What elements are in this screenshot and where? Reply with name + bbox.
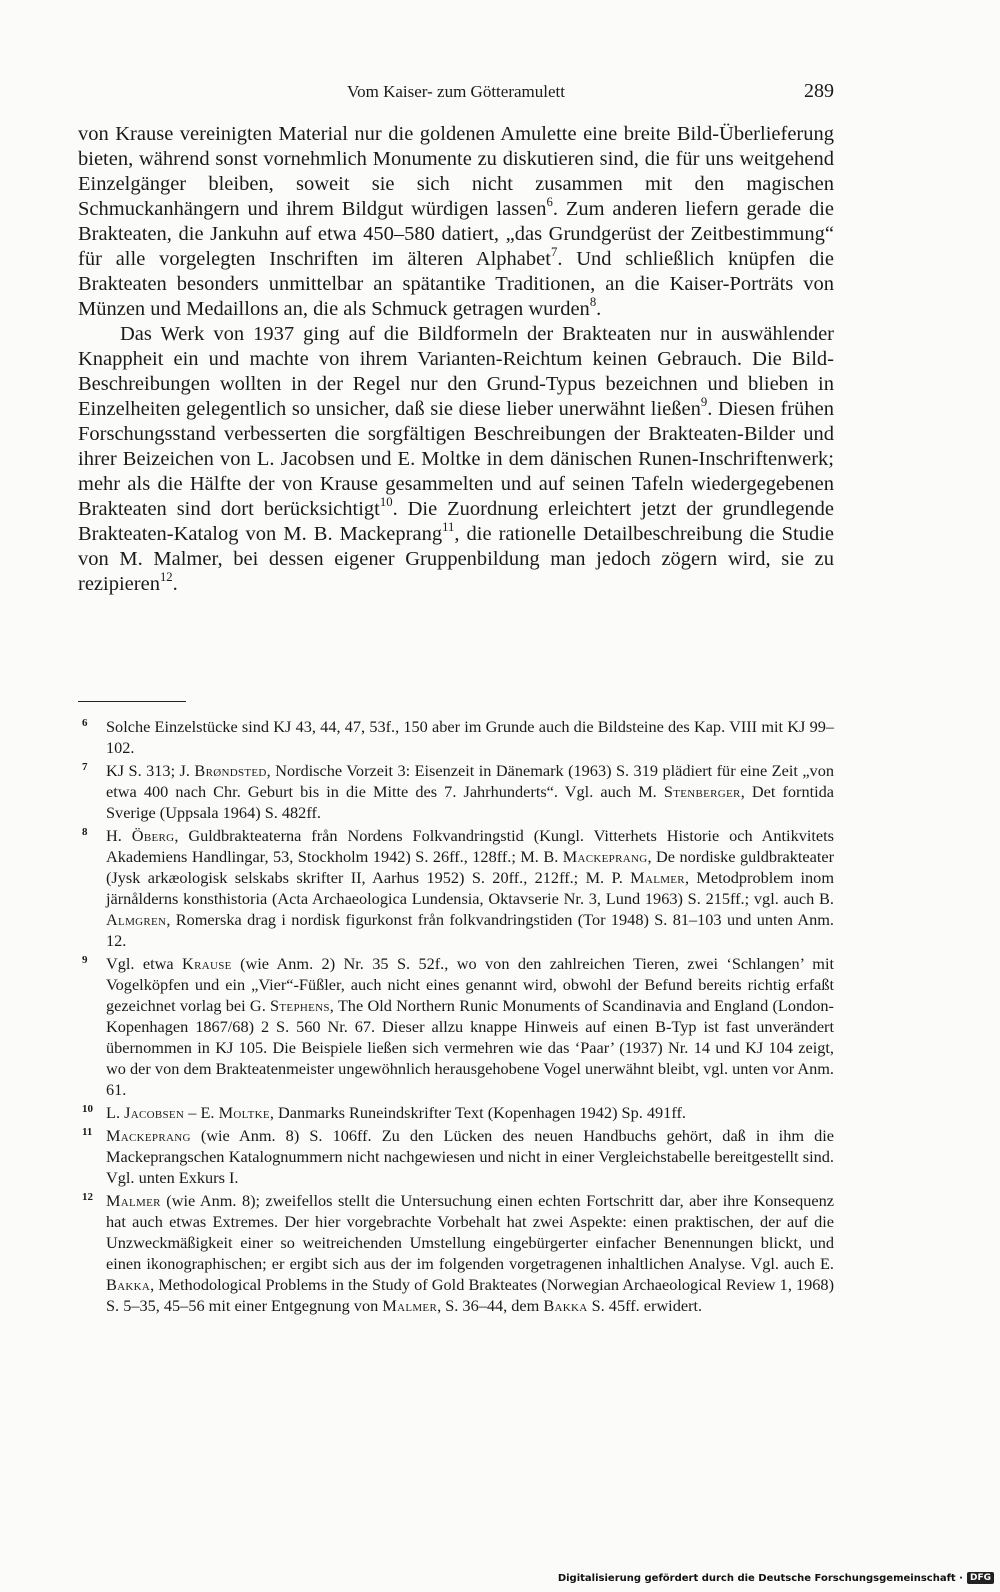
author-name: Stephens [270, 996, 330, 1015]
footnote-number: 9 [82, 954, 88, 966]
footnote-text: H. [106, 826, 132, 845]
text-span: . Und schließlich knüpfen die Brakteaten besonders unmittelbar an spätantike Traditionen, an die Kaiser-Porträts von Münzen und Medaillons an, die als Schmuck getragen wurden [78, 248, 834, 320]
digitization-credit [558, 1570, 994, 1586]
author-name: Mackeprang [562, 847, 648, 866]
footnote [78, 760, 834, 823]
text-span: . Die Zuordnung erleichtert jetzt der grundlegende Brakteaten-Katalog von M. B. Mackeprang [78, 498, 835, 545]
footnotes [78, 716, 834, 1318]
footnote-text: , Methodological Problems in the Study of Gold Brakteates (Norwegian Archaeological Review 1, 1968) S. 5–35, 45–56 mit einer Entgegnung von [106, 1275, 834, 1315]
author-name: Moltke [218, 1103, 270, 1122]
text-span: . Zum anderen liefern gerade die Brakteaten, die Jankuhn auf etwa 450–580 datiert, „das Grundgerüst der Zeitbestimmung“ für alle vorgelegten Inschriften im älteren Alphabet [78, 198, 834, 270]
text-span: Das Werk von 1937 ging auf die Bildformeln der Brakteaten nur in auswählender Knappheit ein und machte von ihrem Varianten-Reichtum keinen Gebrauch. Die Bild-Beschreibungen wollten in der Regel nur den Grund-Typus bezeichnen und blieben in Einzelheiten gelegentlich so unsicher, daß sie diese lieber unerwähnt ließen [78, 323, 834, 420]
footnote-text: , Nordische Vorzeit 3: Eisenzeit in Dänemark (1963) S. 319 plädiert für eine Zeit „von etwa 400 nach Chr. Geburt bis in die Mitte des 7. Jahrhunderts“. Vgl. auch M. [106, 761, 834, 801]
footnote-text: – E. [184, 1103, 219, 1122]
footnote-text: , De nordiske guldbrakteater (Jysk arkæologisk selskabs skrifter II, Aarhus 1952) S. 20ff., 212ff.; M. P. [106, 847, 834, 887]
text-span: von Krause vereinigten Material nur die goldenen Amulette eine breite Bild-Überlieferung bieten, während sonst vornehmlich Monumente zu diskutieren sind, die für uns weitgehend Einzelgänger bleiben, soweit sie sich nicht zusammen mit den magischen Schmuckanhängern und ihrem Bildgut würdigen lassen [78, 123, 834, 220]
footnote-text: S. 45ff. erwidert. [587, 1296, 703, 1315]
footnote [78, 1102, 834, 1123]
footnote-ref[interactable]: 10 [379, 494, 393, 509]
paragraph-1 [78, 122, 834, 322]
footnote-number: 10 [82, 1103, 93, 1115]
footnote-text: L. [106, 1103, 125, 1122]
footnote-text: (wie Anm. 8) S. 106ff. Zu den Lücken des neuen Handbuchs gehört, daß in ihm die Mackeprangschen Katalognummern nicht nachgewiesen und nicht in einer Vergleichstabelle bereitgestellt sind. Vgl. unten Exkurs I. [106, 1126, 834, 1187]
running-head [78, 80, 834, 108]
author-name: Malmer [106, 1191, 161, 1210]
page-number: 289 [804, 80, 834, 102]
author-name: Jacobsen [124, 1103, 185, 1122]
footnote-number: 12 [82, 1191, 93, 1203]
text-span: . Diesen frühen Forschungsstand verbesserten die sorgfältigen Beschreibungen der Brakteaten-Bilder und ihrer Beizeichen von L. Jacobsen und E. Moltke in dem dänischen Runen-Inschriftenwerk; mehr als die Hälfte der von Krause gesammelten und auf seinen Tafeln wiedergegebenen Brakteaten sind dort berücksichtigt [78, 398, 834, 520]
author-name: Öberg [131, 826, 175, 845]
running-title: Vom Kaiser- zum Götteramulett [347, 82, 565, 101]
footnote-text: , The Old Northern Runic Monuments of Scandinavia and England (London-Kopenhagen 1867/68) 2 S. 560 Nr. 67. Dieser allzu knappe Hinweis auf einen B-Typ ist fast unverändert übernommen in KJ 105. Die Beispiele ließen sich vermehren wie das ‘Paar’ (1937) Nr. 14 und KJ 104 zeigt, wo der von dem Brakteatenmeister ungewöhnlich herausgehobene Vogel unerwähnt bleibt, vgl. unten vor Anm. 61. [106, 996, 834, 1099]
footnote [78, 953, 834, 1100]
author-name: Almgren [106, 910, 167, 929]
footnote-number: 7 [82, 761, 88, 773]
footnote-divider [78, 701, 186, 702]
footnote [78, 1190, 834, 1316]
footnote [78, 1125, 834, 1188]
author-name: Bakka [106, 1275, 151, 1294]
footnote-text: , Guldbrakteaterna från Nordens Folkvandringstid (Kungl. Vitterhets Historie och Antikvitets Akademiens Handlingar, 53, Stockholm 1942) S. 26ff., 128ff.; M. B. [106, 826, 834, 866]
footnote-text: , Danmarks Runeindskrifter Text (Kopenhagen 1942) Sp. 491ff. [269, 1103, 686, 1122]
footnote-ref[interactable]: 8 [589, 294, 597, 309]
footnote-text: (wie Anm. 2) Nr. 35 S. 52f., wo von den zahlreichen Tieren, zwei ‘Schlangen’ mit Vogelköpfen und ein „Vier“-Füßler, auch nicht eines genannt wird, obwohl der Befund bereits richtig erfaßt gezeichnet vorlag bei G. [106, 954, 834, 1015]
dfg-logo-icon: DFG [967, 1572, 994, 1584]
author-name: Krause [182, 954, 232, 973]
author-name: Mackeprang [106, 1126, 191, 1145]
footnote-number: 8 [82, 826, 88, 838]
author-name: Bakka [543, 1296, 588, 1315]
footnote-ref[interactable]: 12 [159, 569, 173, 584]
footnote-text: (wie Anm. 8); zweifellos stellt die Untersuchung einen echten Fortschritt dar, aber ihre Konsequenz hat auch etwas Extremes. Der hier vorgebrachte Vorbehalt hat zwei Aspekte: einen praktischen, der auf die Unzweckmäßigkeit einer so weitreichenden Umstellung eingebürgerter einfacher Benennungen blickt, und einen ikonographischen; er ergibt sich aus der im folgenden vorgetragenen inhaltlichen Analyse. Vgl. auch E. [106, 1191, 834, 1273]
footnote-number: 11 [82, 1126, 93, 1138]
text-span: . [172, 573, 178, 595]
footnote [78, 825, 834, 951]
paragraph-2 [78, 322, 834, 597]
footnote-text: , Romerska drag i nordisk figurkonst från folkvandringstiden (Tor 1948) S. 81–103 und unten Anm. 12. [106, 910, 834, 950]
author-name: Malmer [630, 868, 685, 887]
footnote-text: KJ S. 313; J. [106, 761, 195, 780]
footnote-ref[interactable]: 7 [550, 244, 558, 259]
author-name: Stenberger [663, 782, 741, 801]
footnote-number: 6 [82, 717, 88, 729]
footnote-text: Solche Einzelstücke sind KJ 43, 44, 47, 53f., 150 aber im Grunde auch die Bildsteine des Kap. VIII mit KJ 99–102. [106, 717, 834, 757]
footnote [78, 716, 834, 758]
author-name: Malmer [382, 1296, 438, 1315]
footnote-ref[interactable]: 6 [546, 194, 553, 209]
footnote-text: Vgl. etwa [106, 954, 183, 973]
text-span: , die rationelle Detailbeschreibung die Studie von M. Malmer, bei dessen eigener Gruppenbildung man jedoch zögern wird, sie zu rezipieren [78, 523, 835, 595]
footnote-text: , Metodproblem inom järnålderns konsthistoria (Acta Archaeologica Lundensia, Oktavserie Nr. 3, Lund 1963) S. 215ff.; vgl. auch B. [106, 868, 834, 908]
footnote-text: , S. 36–44, dem [437, 1296, 544, 1315]
footnote-ref[interactable]: 9 [700, 394, 708, 409]
body-text [78, 122, 834, 597]
credit-text: Digitalisierung gefördert durch die Deutsche Forschungsgemeinschaft · [557, 1572, 963, 1584]
footnote-ref[interactable]: 11 [442, 519, 455, 534]
text-span: . [596, 298, 602, 320]
author-name: Brøndsted [194, 761, 267, 780]
footnote-text: , Det forntida Sverige (Uppsala 1964) S. 482ff. [106, 782, 834, 822]
